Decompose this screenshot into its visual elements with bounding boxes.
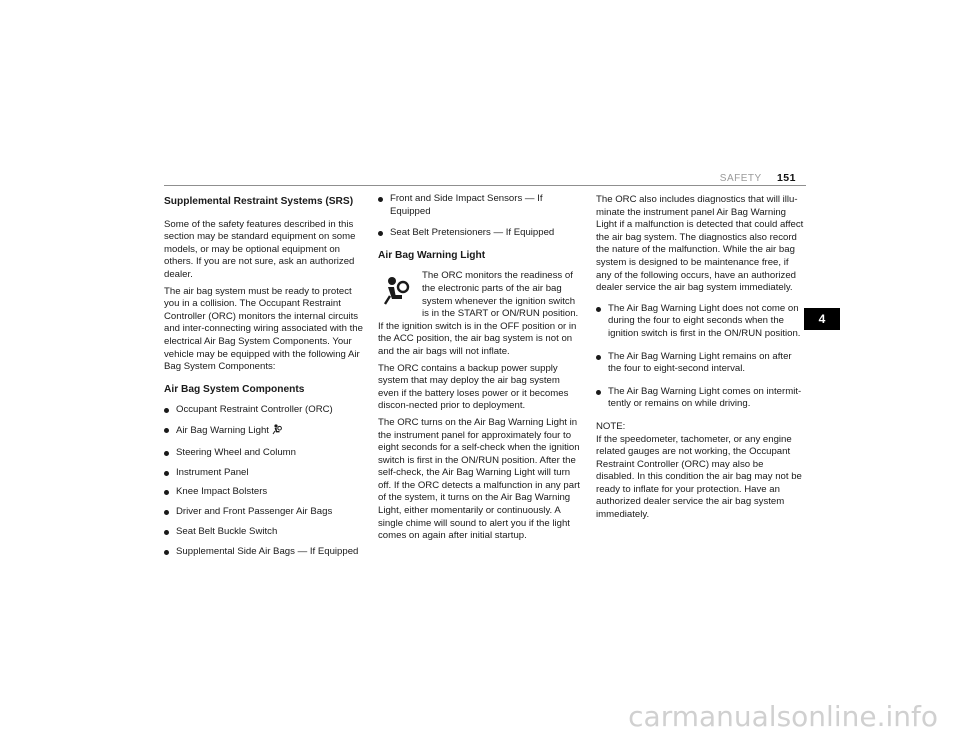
bullet-icon — [596, 307, 601, 312]
list-item: Air Bag Warning Light — [164, 424, 364, 440]
bullet-icon — [164, 490, 169, 495]
header-rule — [164, 185, 806, 186]
list-item: Instrument Panel — [164, 467, 364, 480]
bullet-icon — [596, 390, 601, 395]
section-name: SAFETY — [719, 173, 762, 184]
bullet-icon — [164, 451, 169, 456]
sensors-list — [378, 193, 582, 240]
list-item: Occupant Restraint Controller (ORC) — [164, 404, 364, 417]
bullet-icon — [596, 355, 601, 360]
watermark-text: carmanualsonline.info — [628, 700, 938, 733]
bullet-icon — [378, 197, 383, 202]
airbag-warning-icon — [382, 276, 414, 308]
bullet-icon — [164, 428, 169, 433]
bullet-icon — [164, 530, 169, 535]
warning-light-block — [378, 270, 582, 358]
bullet-icon — [164, 471, 169, 476]
list-item: Front and Side Impact Sensors — If Equipped — [378, 193, 582, 218]
note-label: NOTE: — [596, 420, 626, 432]
list-item: The Air Bag Warning Light remains on after the four to eight-second interval. — [596, 351, 804, 376]
list-item: Supplemental Side Air Bags — If Equipped — [164, 546, 364, 559]
bullet-icon — [378, 231, 383, 236]
components-subtitle: Air Bag System Components — [164, 383, 305, 395]
running-header — [720, 172, 796, 184]
airbag-warning-icon — [272, 424, 282, 440]
list-item: Driver and Front Passenger Air Bags — [164, 506, 364, 519]
column-3 — [596, 194, 804, 526]
malfunction-list — [596, 303, 804, 411]
list-item: The Air Bag Warning Light does not come on during the four to eight seconds when the ignition switch is first in the ON/RUN position. — [596, 303, 804, 341]
backup-power-paragraph: The ORC contains a backup power supply system that may deploy the air bag system even if the battery loses power or it becomes discon-nected prior to deployment. — [378, 362, 569, 412]
note-paragraph: If the speedometer, tachometer, or any engine related gauges are not working, the Occupant Restraint Controller (ORC) may also be disabled. In this condition the air bag may not be ready to inflate for your protection. Have an authorized dealer service the air bag system immediately. — [596, 433, 802, 521]
list-item: Steering Wheel and Column — [164, 447, 364, 460]
bullet-icon — [164, 550, 169, 555]
warning-light-subtitle: Air Bag Warning Light — [378, 249, 486, 261]
list-item: Seat Belt Buckle Switch — [164, 526, 364, 539]
air-bag-system-paragraph: The air bag system must be ready to protect you in a collision. The Occupant Restraint Controller (ORC) monitors the internal circuits and inter-connecting wiring associated with the electrical Air Bag System Components. Your vehicle may be equipped with the following Air Bag System Components: — [164, 285, 363, 373]
section-title: Supplemental Restraint Systems (SRS) — [164, 196, 354, 207]
bullet-icon — [164, 408, 169, 413]
chapter-tab: 4 — [804, 308, 840, 330]
page-number: 151 — [776, 172, 796, 184]
bullet-icon — [164, 510, 169, 515]
list-item: Seat Belt Pretensioners — If Equipped — [378, 227, 582, 240]
list-item: The Air Bag Warning Light comes on intermit-tently or remains on while driving. — [596, 386, 804, 411]
self-check-paragraph: The ORC turns on the Air Bag Warning Light in the instrument panel for approximately four to eight seconds for a self-check when the ignition switch is first in the ON/RUN position. After the self-check, the Air Bag Warning Light will turn off. If the ORC detects a malfunction in any part of the system, it turns on the Air Bag Warning Light, either momentarily or continuously. A single chime will sound to alert you if the light comes on again after initial startup. — [378, 416, 580, 542]
column-1 — [164, 196, 364, 566]
intro-paragraph: Some of the safety features described in this section may be standard equipment on some models, or may be optional equipment on others. If you are not sure, ask an authorized dealer. — [164, 218, 356, 280]
components-list — [164, 404, 364, 558]
diagnostics-paragraph: The ORC also includes diagnostics that will illu-minate the instrument panel Air Bag Warning Light if a malfunction is detected that could affect the air bag system. The diagnostics also record the nature of the malfunction. While the air bag system is designed to be maintenance free, if any of the following occurs, have an authorized dealer service the air bag system immediately. — [596, 194, 804, 294]
warning-light-paragraph: The ORC monitors the readiness of the electronic parts of the air bag system whenever the ignition switch is in the START or ON/RUN position. If the ignition switch is in the OFF position or in the ACC position, the air bag system is not on and the air bags will not inflate. — [378, 270, 579, 357]
list-item: Knee Impact Bolsters — [164, 486, 364, 499]
column-2 — [378, 193, 582, 547]
